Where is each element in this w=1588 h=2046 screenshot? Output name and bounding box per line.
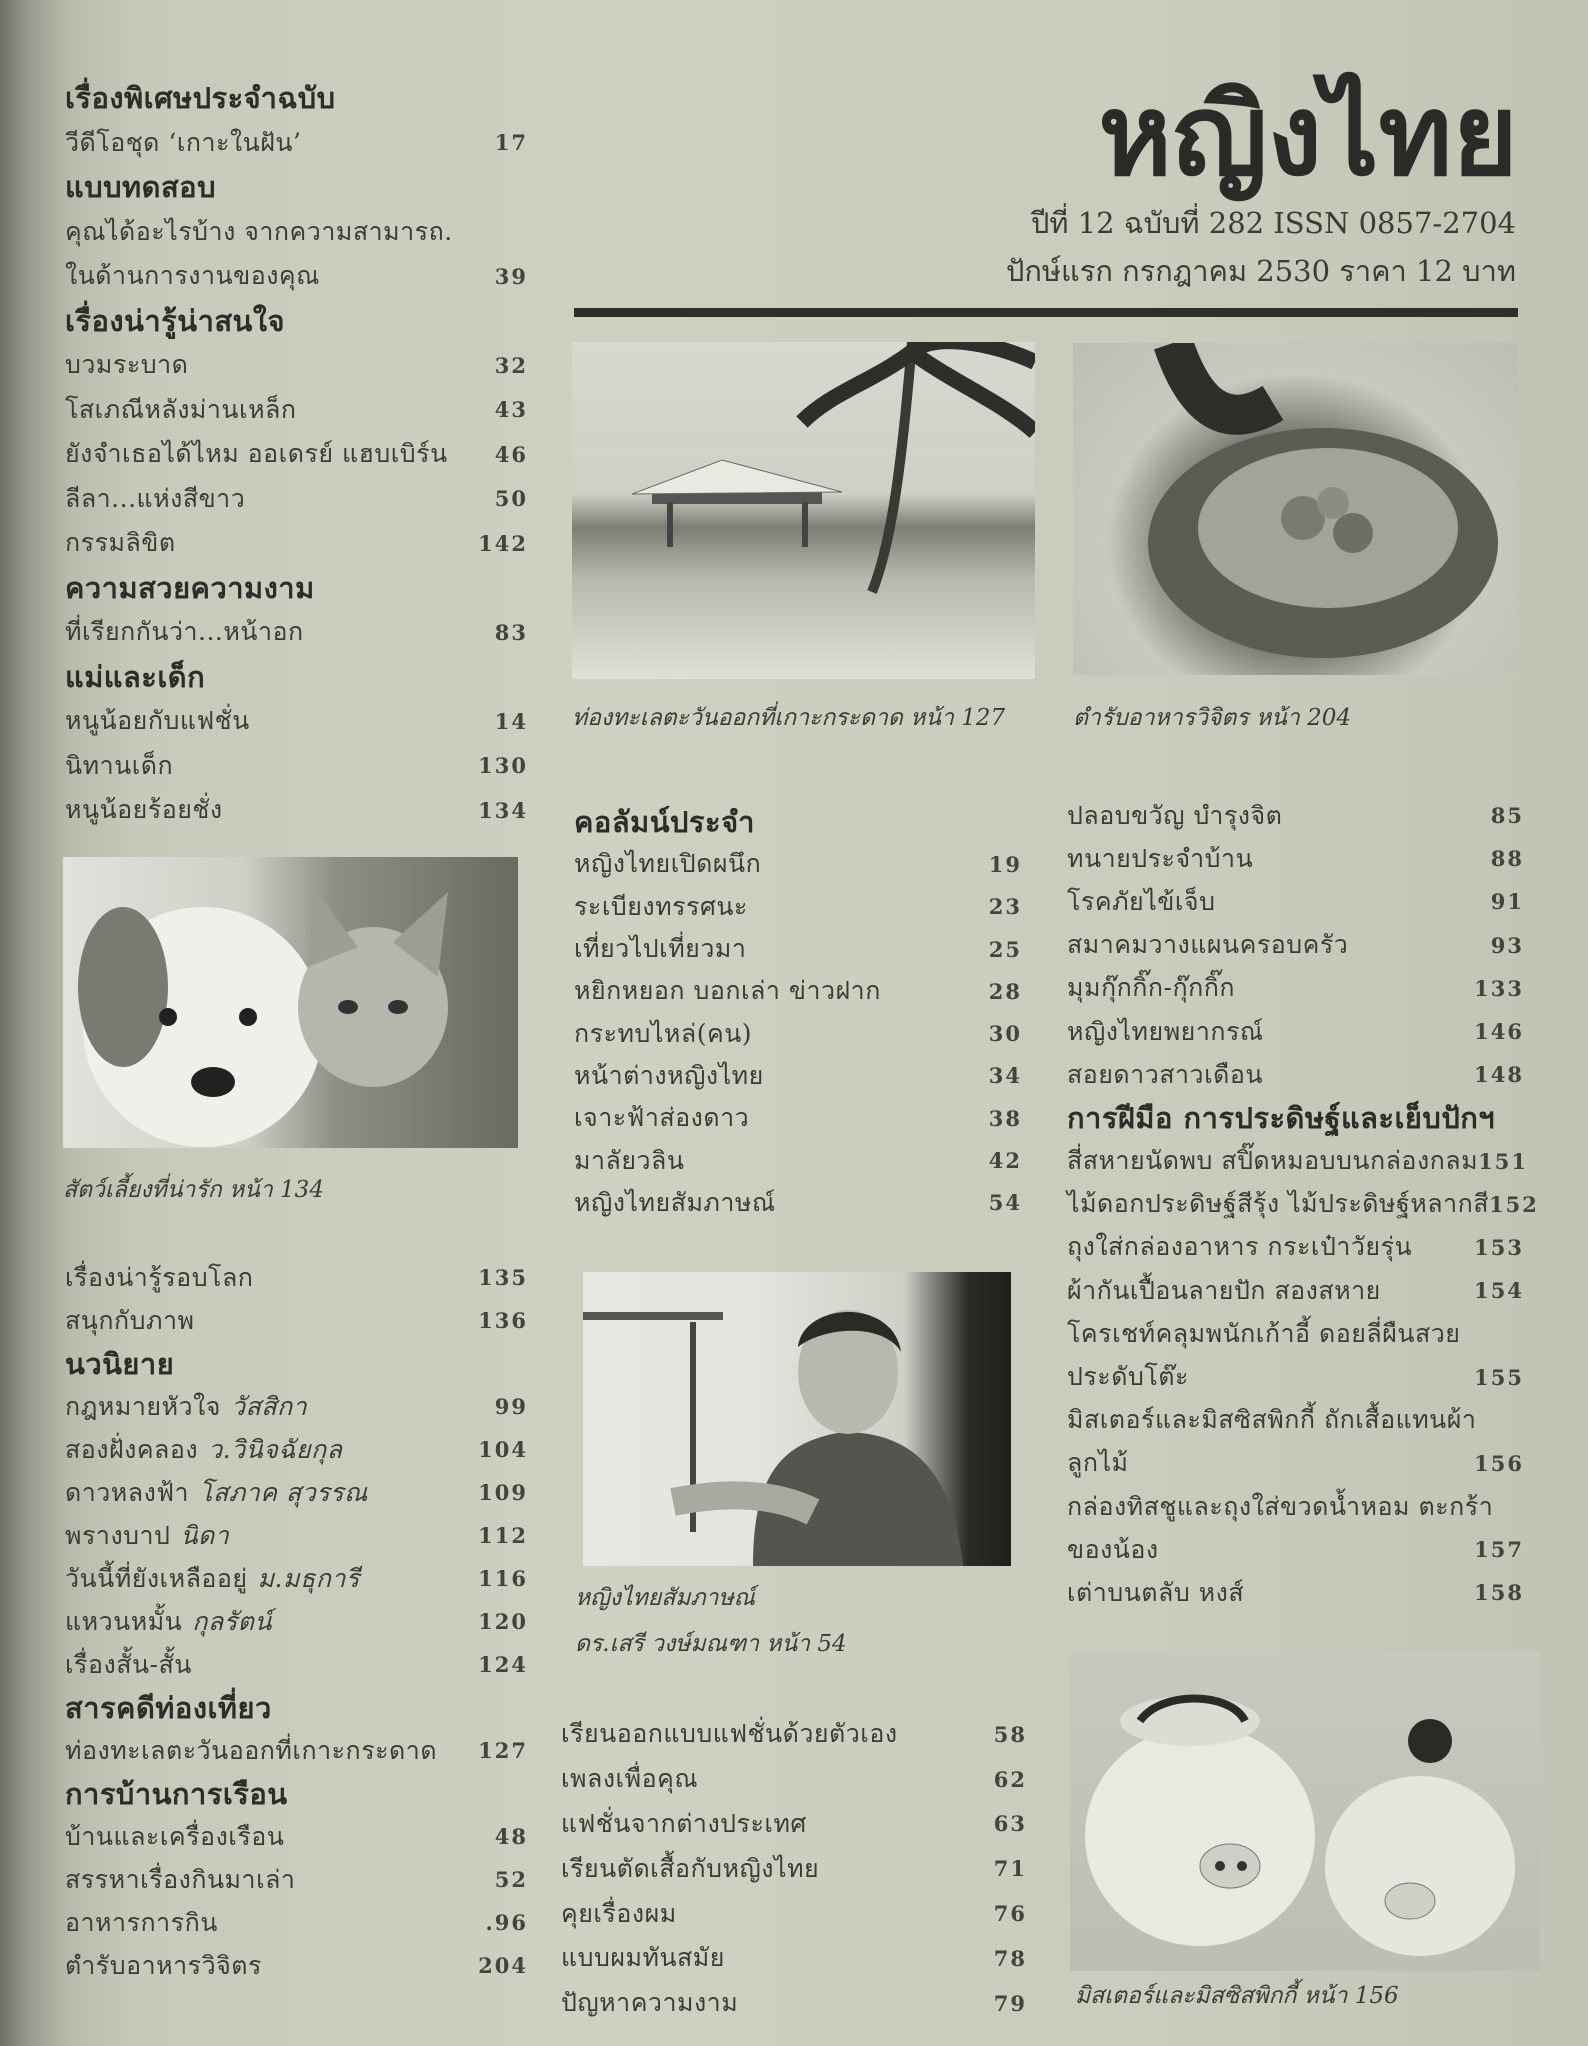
page-number: 142 bbox=[478, 530, 528, 556]
page-number: 50 bbox=[494, 486, 528, 512]
entry-title-group bbox=[65, 479, 245, 519]
page-number: 153 bbox=[1474, 1234, 1524, 1260]
page-number: 76 bbox=[993, 1901, 1027, 1927]
toc-entry bbox=[65, 610, 528, 655]
entry-author: กุลรัตน์ bbox=[192, 1606, 272, 1636]
page-number: 78 bbox=[993, 1945, 1027, 1971]
page-number: 127 bbox=[478, 1738, 528, 1763]
toc-entry bbox=[65, 121, 528, 166]
beach-caption: ท่องทะเลตะวันออกที่เกาะกระดาด หน้า 127 bbox=[572, 705, 1006, 731]
beach-photo bbox=[572, 342, 1035, 679]
entry-title: เรื่องสั้น-สั้น bbox=[65, 1649, 192, 1679]
entry-title-group bbox=[1067, 1184, 1489, 1224]
entry-title: หญิงไทยสัมภาษณ์ bbox=[574, 1187, 776, 1217]
entry-title-group bbox=[1067, 1271, 1381, 1311]
page-number: 109 bbox=[478, 1480, 528, 1505]
entry-title-group bbox=[65, 1341, 174, 1387]
entry-title: หนูน้อยกับแฟชั่น bbox=[65, 706, 250, 736]
entry-title: ถุงใส่กล่องอาหาร กระเป๋าวัยรุ่น bbox=[1067, 1232, 1413, 1262]
toc-middle-bottom bbox=[561, 1712, 1027, 2026]
entry-title-group bbox=[1067, 1141, 1478, 1181]
entry-title: ท่องทะเลตะวันออกที่เกาะกระดาด bbox=[65, 1735, 438, 1765]
toc-entry bbox=[65, 1256, 528, 1299]
section-heading bbox=[65, 165, 528, 210]
page-number: 43 bbox=[494, 397, 528, 423]
entry-author: ม.มธุการี bbox=[257, 1563, 360, 1593]
page-number: 30 bbox=[988, 1021, 1022, 1047]
toc-entry bbox=[65, 699, 528, 744]
page-number: 104 bbox=[478, 1437, 528, 1462]
section-title: แบบทดสอบ bbox=[65, 170, 216, 205]
crochet-pigs-illustration bbox=[1070, 1651, 1540, 1971]
toc-entry bbox=[574, 1139, 1022, 1181]
section-heading bbox=[65, 299, 528, 344]
entry-title: สอยดาวสาวเดือน bbox=[1067, 1059, 1263, 1089]
toc-left-top bbox=[65, 76, 528, 833]
entry-title-group bbox=[561, 1938, 725, 1978]
entry-title: คุยเรื่องผม bbox=[561, 1898, 677, 1928]
page-number: 83 bbox=[494, 619, 528, 645]
entry-title-group bbox=[65, 123, 301, 163]
toc-entry bbox=[574, 843, 1022, 885]
entry-title-group bbox=[574, 971, 881, 1011]
toc-entry bbox=[574, 970, 1022, 1012]
entry-title-group bbox=[561, 1804, 807, 1844]
entry-title-group bbox=[561, 1983, 738, 2023]
entry-title-group bbox=[65, 1685, 272, 1731]
entry-title: สมาคมวางแผนครอบครัว bbox=[1067, 930, 1349, 960]
page-number: 85 bbox=[1490, 803, 1524, 829]
entry-title: กระทบไหล่(คน) bbox=[574, 1018, 753, 1048]
page-number: 39 bbox=[494, 263, 528, 289]
toc-entry bbox=[1067, 1226, 1524, 1269]
page-number: 46 bbox=[494, 441, 528, 467]
entry-title: ไม้ดอกประดิษฐ์สีรุ้ง ไม้ประดิษฐ์หลากสี bbox=[1067, 1189, 1490, 1219]
entry-author: โสภาค สุวรรณ bbox=[199, 1477, 368, 1507]
toc-entry bbox=[65, 1514, 528, 1557]
entry-title-group bbox=[1067, 1487, 1493, 1527]
entry-title: หน้าต่างหญิงไทย bbox=[574, 1060, 764, 1090]
entry-title-group bbox=[65, 345, 188, 385]
page-number: 99 bbox=[494, 1394, 528, 1419]
page-number: 58 bbox=[993, 1721, 1027, 1747]
toc-entry bbox=[561, 1936, 1027, 1981]
entry-title: พรางบาป bbox=[65, 1520, 171, 1550]
page-number: 19 bbox=[988, 851, 1022, 877]
entry-title-group bbox=[65, 1301, 195, 1341]
pets-caption: สัตว์เลี้ยงที่น่ารัก หน้า 134 bbox=[63, 1177, 324, 1203]
entry-title: คุณได้อะไรบ้าง จากความสามารถ. bbox=[65, 216, 453, 246]
entry-title-group bbox=[1067, 1012, 1264, 1052]
page-number: 62 bbox=[993, 1766, 1027, 1792]
entry-title: เที่ยวไปเที่ยวมา bbox=[574, 934, 747, 964]
page-number: 23 bbox=[988, 894, 1022, 920]
entry-title: ของน้อง bbox=[1067, 1534, 1159, 1564]
beach-illustration bbox=[572, 342, 1035, 679]
toc-entry bbox=[1067, 967, 1524, 1010]
page-number: 133 bbox=[1474, 975, 1524, 1001]
section-title: เรื่องน่ารู้น่าสนใจ bbox=[65, 303, 286, 338]
section-title: นวนิยาย bbox=[65, 1346, 175, 1381]
entry-title-group bbox=[574, 929, 746, 969]
toc-entry bbox=[65, 1428, 528, 1471]
entry-title-group bbox=[1067, 1314, 1460, 1354]
section-heading bbox=[65, 1342, 528, 1385]
entry-title-group bbox=[65, 746, 173, 786]
entry-title: นิทานเด็ก bbox=[65, 750, 174, 780]
entry-author: ว.วินิจฉัยกุล bbox=[208, 1434, 343, 1464]
entry-title-group bbox=[1067, 1357, 1189, 1397]
toc-entry bbox=[1067, 924, 1524, 967]
interviewee-illustration bbox=[583, 1272, 1011, 1566]
page-number: 135 bbox=[478, 1265, 528, 1290]
entry-title-group bbox=[65, 565, 315, 611]
entry-title-group bbox=[574, 1014, 752, 1054]
toc-entry bbox=[561, 1981, 1027, 2026]
toc-entry bbox=[1067, 794, 1524, 837]
toc-entry bbox=[1067, 1140, 1528, 1183]
page-number: 54 bbox=[988, 1190, 1022, 1216]
page-number: 79 bbox=[993, 1990, 1027, 2016]
entry-title-group bbox=[65, 390, 297, 430]
page-number: 63 bbox=[993, 1811, 1027, 1837]
section-title: การบ้านการเรือน bbox=[65, 1776, 288, 1811]
entry-title: แหวนหมั้น bbox=[65, 1606, 183, 1636]
page-number: 17 bbox=[494, 130, 528, 156]
puppy-kitten-illustration bbox=[63, 857, 518, 1148]
toc-entry bbox=[1067, 1053, 1524, 1096]
entry-author: นิดา bbox=[180, 1520, 230, 1550]
page-number: 32 bbox=[494, 352, 528, 378]
entry-title: ตำรับอาหารวิจิตร bbox=[65, 1950, 262, 1980]
entry-title: ปลอบขวัญ บำรุงจิต bbox=[1067, 800, 1283, 830]
entry-title-group bbox=[65, 434, 448, 474]
page-number: 120 bbox=[478, 1609, 528, 1634]
toc-entry bbox=[65, 521, 528, 566]
entry-title-group bbox=[65, 298, 285, 344]
page-number: 148 bbox=[1474, 1062, 1524, 1088]
section-heading bbox=[65, 1686, 528, 1729]
entry-title-group bbox=[65, 612, 304, 652]
entry-title-group bbox=[65, 1516, 229, 1556]
entry-title: หยิกหยอก บอกเล่า ข่าวฝาก bbox=[574, 976, 881, 1006]
entry-title-group bbox=[1067, 1400, 1476, 1440]
toc-entry bbox=[65, 210, 528, 255]
entry-title-group bbox=[65, 1731, 437, 1771]
carved-fruit-illustration bbox=[1073, 343, 1518, 675]
entry-title: วันนี้ที่ยังเหลืออยู่ bbox=[65, 1563, 248, 1593]
toc-entry bbox=[1067, 1571, 1524, 1614]
entry-title-group bbox=[1067, 1095, 1495, 1141]
entry-title: บ้านและเครื่องเรือน bbox=[65, 1821, 285, 1851]
entry-title: มิสเตอร์และมิสซิสพิกกี้ ถักเสื้อแทนผ้า bbox=[1067, 1405, 1477, 1435]
entry-title-group bbox=[65, 1473, 368, 1513]
toc-entry bbox=[561, 1846, 1027, 1891]
entry-title: แบบผมทันสมัย bbox=[561, 1943, 725, 1973]
toc-entry bbox=[65, 1385, 528, 1428]
interview-photo bbox=[583, 1272, 1011, 1566]
toc-entry bbox=[574, 928, 1022, 970]
entry-title-group bbox=[65, 164, 216, 210]
page-number: 42 bbox=[988, 1148, 1022, 1174]
page-number: 152 bbox=[1489, 1191, 1539, 1217]
entry-title: ดาวหลงฟ้า bbox=[65, 1477, 190, 1507]
page-number: 134 bbox=[478, 797, 528, 823]
entry-title: ลูกไม้ bbox=[1067, 1448, 1129, 1478]
toc-entry bbox=[574, 1182, 1022, 1224]
entry-title-group bbox=[1067, 1227, 1412, 1267]
entry-title: ที่เรียกกันว่า...หน้าอก bbox=[65, 617, 304, 647]
entry-title-group bbox=[1067, 882, 1215, 922]
toc-entry bbox=[65, 1944, 528, 1987]
page-number: 34 bbox=[988, 1063, 1022, 1089]
page-number: 28 bbox=[988, 978, 1022, 1004]
entry-title-group bbox=[65, 1559, 360, 1599]
entry-title-group bbox=[65, 1771, 288, 1817]
entry-title: สรรหาเรื่องกินมาเล่า bbox=[65, 1864, 296, 1894]
interview-caption-name: ดร.เสรี วงษ์มณฑา หน้า 54 bbox=[575, 1631, 847, 1657]
entry-title-group bbox=[574, 887, 748, 927]
entry-title: โสเภณีหลังม่านเหล็ก bbox=[65, 394, 297, 424]
entry-title-group bbox=[65, 1430, 343, 1470]
toc-entry bbox=[65, 1557, 528, 1600]
entry-title-group bbox=[65, 654, 205, 700]
toc-entry bbox=[1067, 880, 1524, 923]
page-number: 71 bbox=[993, 1856, 1027, 1882]
page-number: 155 bbox=[1474, 1364, 1524, 1390]
food-photo bbox=[1073, 343, 1518, 675]
toc-entry bbox=[65, 1471, 528, 1514]
page-number: 124 bbox=[478, 1652, 528, 1677]
entry-title-group bbox=[1067, 839, 1253, 879]
entry-title: สนุกกับภาพ bbox=[65, 1305, 195, 1335]
date-price-line: ปักษ์แรก กรกฎาคม 2530 ราคา 12 บาท bbox=[1005, 254, 1516, 288]
toc-entry bbox=[65, 254, 528, 299]
entry-title-group bbox=[65, 1602, 272, 1642]
page-number: 52 bbox=[494, 1867, 528, 1892]
page-number: 136 bbox=[478, 1308, 528, 1333]
entry-title-group bbox=[65, 523, 176, 563]
food-caption: ตำรับอาหารวิจิตร หน้า 204 bbox=[1073, 705, 1351, 731]
toc-entry bbox=[65, 1901, 528, 1944]
page-number: 88 bbox=[1490, 846, 1524, 872]
pigs-caption: มิสเตอร์และมิสซิสพิกกี้ หน้า 156 bbox=[1075, 1983, 1399, 2009]
toc-entry bbox=[65, 1729, 528, 1772]
entry-title-group bbox=[65, 790, 223, 830]
toc-entry bbox=[1067, 1312, 1524, 1355]
toc-entry bbox=[561, 1712, 1027, 1757]
entry-title: หนูน้อยร้อยชั่ง bbox=[65, 795, 223, 825]
entry-title: แฟชั่นจากต่างประเทศ bbox=[561, 1808, 807, 1838]
entry-title: กฎหมายหัวใจ bbox=[65, 1391, 221, 1421]
pets-photo bbox=[63, 857, 518, 1148]
entry-title: เต่าบนตลับ หงส์ bbox=[1067, 1577, 1245, 1607]
page-number: 116 bbox=[478, 1566, 528, 1591]
section-title: การฝีมือ การประดิษฐ์และเย็บปักฯ bbox=[1067, 1100, 1496, 1135]
entry-title-group bbox=[65, 1387, 307, 1427]
entry-title: บวมระบาด bbox=[65, 350, 189, 380]
entry-title-group bbox=[1067, 968, 1235, 1008]
entry-title: เพลงเพื่อคุณ bbox=[561, 1764, 699, 1794]
toc-entry bbox=[574, 1012, 1022, 1054]
toc-entry bbox=[1067, 1399, 1524, 1442]
page-number: 146 bbox=[1474, 1019, 1524, 1045]
entry-title: ระเบียงทรรศนะ bbox=[574, 891, 748, 921]
page-number: 158 bbox=[1474, 1580, 1524, 1606]
entry-title: อาหารการกิน bbox=[65, 1907, 218, 1937]
page-number: 157 bbox=[1474, 1537, 1524, 1563]
entry-title-group bbox=[65, 1258, 253, 1298]
entry-title-group bbox=[65, 1645, 192, 1685]
page-number: 14 bbox=[494, 708, 528, 734]
entry-title-group bbox=[574, 1141, 684, 1181]
entry-title-group bbox=[65, 1817, 284, 1857]
section-heading bbox=[65, 566, 528, 611]
entry-title-group bbox=[1067, 1055, 1263, 1095]
interview-caption-title: หญิงไทยสัมภาษณ์ bbox=[575, 1585, 755, 1611]
toc-entry bbox=[65, 1600, 528, 1643]
entry-title: สองฝั่งคลอง bbox=[65, 1434, 199, 1464]
entry-title: โครเชท์คลุมพนักเก้าอี้ ดอยลี่ผืนสวย bbox=[1067, 1318, 1461, 1348]
page-number: 25 bbox=[988, 936, 1022, 962]
toc-entry bbox=[1067, 1528, 1524, 1571]
entry-title-group bbox=[65, 1903, 218, 1943]
section-title: แม่และเด็ก bbox=[65, 659, 206, 694]
entry-title-group bbox=[574, 1056, 764, 1096]
toc-regular-columns bbox=[574, 801, 1022, 1224]
entry-title: มาลัยวลิน bbox=[574, 1145, 685, 1175]
page-number: 91 bbox=[1490, 889, 1524, 915]
entry-title-group bbox=[65, 256, 320, 296]
entry-title: เรื่องน่ารู้รอบโลก bbox=[65, 1262, 254, 1292]
entry-title: ปัญหาความงาม bbox=[561, 1988, 739, 2018]
entry-title: ทนายประจำบ้าน bbox=[1067, 843, 1254, 873]
entry-title: ผ้ากันเปื้อนลายปัก สองสหาย bbox=[1067, 1275, 1381, 1305]
toc-entry bbox=[561, 1891, 1027, 1936]
page-number: 93 bbox=[1490, 932, 1524, 958]
entry-title: ยังจำเธอได้ไหม ออเดรย์ แฮบเบิร์น bbox=[65, 439, 448, 469]
toc-entry bbox=[65, 744, 528, 789]
page-number: 38 bbox=[988, 1105, 1022, 1131]
toc-entry bbox=[574, 1055, 1022, 1097]
section-heading bbox=[65, 76, 528, 121]
section-title: ความสวยความงาม bbox=[65, 570, 315, 605]
page-number: 204 bbox=[478, 1953, 528, 1978]
entry-title-group bbox=[1067, 1573, 1244, 1613]
entry-title: เรียนออกแบบแฟชั่นด้วยตัวเอง bbox=[561, 1719, 898, 1749]
entry-title: เจาะฟ้าส่องดาว bbox=[574, 1103, 750, 1133]
entry-title: โรคภัยไข้เจ็บ bbox=[1067, 886, 1216, 916]
entry-title-group bbox=[574, 799, 755, 845]
page-number: 156 bbox=[1474, 1450, 1524, 1476]
page-number: 130 bbox=[478, 753, 528, 779]
toc-entry bbox=[65, 1815, 528, 1858]
page-number: 154 bbox=[1474, 1278, 1524, 1304]
section-title: เรื่องพิเศษประจำฉบับ bbox=[65, 81, 336, 116]
toc-entry bbox=[1067, 1183, 1539, 1226]
page-number: 151 bbox=[1478, 1148, 1528, 1174]
header-rule bbox=[574, 308, 1518, 317]
entry-title: มุมกุ๊กกิ๊ก-กุ๊กกิ๊ก bbox=[1067, 973, 1235, 1003]
section-title: คอลัมน์ประจำ bbox=[574, 805, 755, 840]
entry-title-group bbox=[65, 75, 336, 121]
toc-entry bbox=[1067, 1485, 1524, 1528]
entry-title: กรรมลิขิต bbox=[65, 528, 176, 558]
entry-title-group bbox=[1067, 925, 1348, 965]
entry-title: หญิงไทยพยากรณ์ bbox=[1067, 1016, 1264, 1046]
toc-entry bbox=[65, 388, 528, 433]
entry-title: ลีลา...แห่งสีขาว bbox=[65, 483, 246, 513]
crochet-pigs-photo bbox=[1070, 1651, 1540, 1971]
entry-title: กล่องทิสชูและถุงใส่ขวดน้ำหอม ตะกร้า bbox=[1067, 1491, 1494, 1521]
page-number: 48 bbox=[494, 1824, 528, 1849]
page-number: .96 bbox=[485, 1910, 528, 1935]
entry-title: สี่สหายนัดพบ สปิ๊ดหมอบบนกล่องกลม bbox=[1067, 1146, 1479, 1176]
toc-entry bbox=[1067, 1269, 1524, 1312]
magazine-logo: หญิงไทย bbox=[1098, 70, 1518, 201]
toc-entry bbox=[65, 343, 528, 388]
section-heading bbox=[1067, 1096, 1524, 1139]
toc-right bbox=[1067, 794, 1539, 1615]
entry-title-group bbox=[561, 1714, 898, 1754]
toc-entry bbox=[561, 1757, 1027, 1802]
toc-entry bbox=[561, 1802, 1027, 1847]
entry-title: ในด้านการงานของคุณ bbox=[65, 261, 320, 291]
toc-entry bbox=[65, 1858, 528, 1901]
entry-title-group bbox=[65, 212, 453, 252]
toc-entry bbox=[65, 477, 528, 522]
section-heading bbox=[574, 801, 1022, 843]
entry-title-group bbox=[1067, 1530, 1159, 1570]
entry-title-group bbox=[561, 1759, 698, 1799]
entry-title-group bbox=[561, 1894, 677, 1934]
toc-entry bbox=[65, 432, 528, 477]
toc-entry bbox=[1067, 1442, 1524, 1485]
entry-title-group bbox=[574, 844, 761, 884]
issue-line: ปีที่ 12 ฉบับที่ 282 ISSN 0857-2704 bbox=[1030, 206, 1516, 240]
entry-title: วีดีโอชุด ‘เกาะในฝัน’ bbox=[65, 127, 302, 157]
toc-entry bbox=[574, 886, 1022, 928]
section-title: สารคดีท่องเที่ยว bbox=[65, 1690, 272, 1725]
entry-title-group bbox=[574, 1183, 776, 1223]
entry-title-group bbox=[561, 1849, 819, 1889]
toc-entry bbox=[65, 788, 528, 833]
page-number: 112 bbox=[478, 1523, 528, 1548]
entry-title: ประดับโต๊ะ bbox=[1067, 1362, 1189, 1392]
entry-title-group bbox=[574, 1098, 749, 1138]
entry-title-group bbox=[1067, 796, 1282, 836]
toc-entry bbox=[65, 1299, 528, 1342]
toc-left-bottom bbox=[65, 1256, 528, 1987]
toc-entry bbox=[1067, 837, 1524, 880]
entry-title: เรียนตัดเสื้อกับหญิงไทย bbox=[561, 1853, 820, 1883]
entry-title-group bbox=[65, 1946, 262, 1986]
toc-entry bbox=[65, 1643, 528, 1686]
toc-entry bbox=[574, 1097, 1022, 1139]
entry-title-group bbox=[1067, 1443, 1129, 1483]
toc-entry bbox=[1067, 1010, 1524, 1053]
entry-author: วัสสิกา bbox=[230, 1391, 308, 1421]
entry-title-group bbox=[65, 1860, 295, 1900]
entry-title-group bbox=[65, 701, 250, 741]
entry-title: หญิงไทยเปิดผนึก bbox=[574, 849, 762, 879]
section-heading bbox=[65, 1772, 528, 1815]
toc-entry bbox=[1067, 1355, 1524, 1398]
section-heading bbox=[65, 655, 528, 700]
